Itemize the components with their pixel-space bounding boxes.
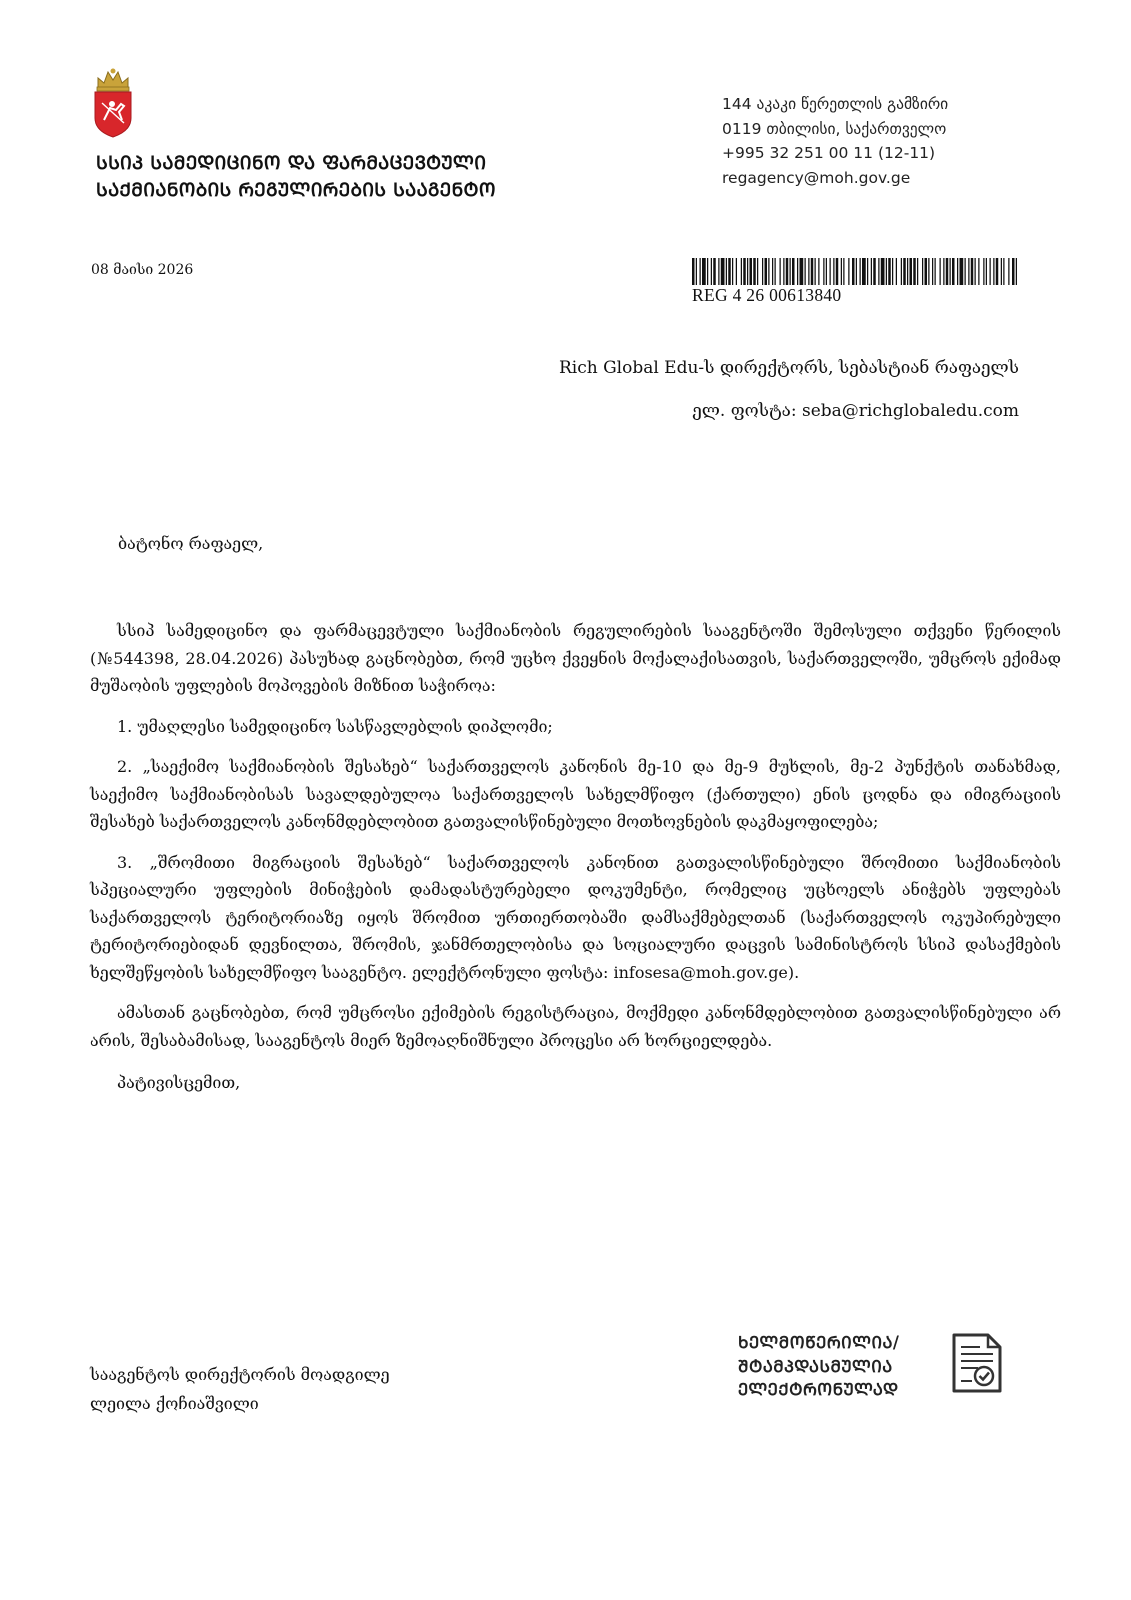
barcode-bar <box>780 258 781 285</box>
list-item: 1. უმაღლესი სამედიცინო სასწავლებლის დიპლომი; <box>117 716 553 736</box>
barcode-bar <box>925 258 928 285</box>
barcode-bar <box>986 258 987 285</box>
barcode-bar <box>862 258 866 285</box>
barcode-bar <box>983 258 984 285</box>
barcode-bar <box>811 258 814 285</box>
letter-body <box>90 617 1061 1110</box>
barcode-bar <box>747 258 748 285</box>
barcode-bar <box>901 258 902 285</box>
barcode-bar <box>775 258 776 285</box>
barcode-bar <box>907 258 908 285</box>
barcode-bar <box>732 258 733 285</box>
stamp-line: ᲨᲢᲐᲛᲞᲓᲐᲡᲛᲣᲚᲘᲐ <box>738 1356 893 1376</box>
barcode-bar <box>707 258 708 285</box>
barcode-bar <box>728 258 731 285</box>
barcode-bar <box>940 258 941 285</box>
barcode-bar <box>1016 258 1017 285</box>
barcode-bar <box>808 258 809 285</box>
agency-name <box>96 150 656 204</box>
barcode-bar <box>978 258 979 285</box>
barcode-bar <box>718 258 719 285</box>
barcode-bar <box>952 258 955 285</box>
barcode-bar <box>903 258 906 285</box>
barcode-bar <box>946 258 949 285</box>
barcode-bar <box>957 258 958 285</box>
barcode-bar <box>830 258 831 285</box>
barcode-bar <box>833 258 834 285</box>
barcode-bar <box>968 258 969 285</box>
barcode-bar <box>888 258 891 285</box>
barcode-bar <box>736 258 737 285</box>
barcode-bar <box>867 258 868 285</box>
list-item: 2. „საექიმო საქმიანობის შესახებ“ საქართველოს კანონის მე-10 და მე-9 მუხლის, მე-2 პუნქტის თანახმად, საექიმო საქმიანობისას სავალდებულოა საქართველოს სახელმწიფო (ქართული) ენის ცოდნა და იმიგრაციის შესახებ საქართველოს კანონმდებლობით გათვალისწინებული მოთხოვნების დაკმაყოფილება; <box>90 757 1061 831</box>
barcode-bar <box>762 258 763 285</box>
agency-name-line1: ᲡᲡᲘᲞ ᲡᲐᲛᲔᲓᲘᲪᲘᲜᲝ ᲓᲐ ᲤᲐᲠᲛᲐᲪᲔᲕᲢᲣᲚᲘ <box>96 153 487 174</box>
document-date: 08 მაისი 2026 <box>91 262 194 278</box>
registration-number: REG 4 26 00613840 <box>692 285 842 305</box>
barcode-bar <box>792 258 795 285</box>
barcode-bar <box>892 258 893 285</box>
barcode-bar <box>692 258 695 285</box>
barcode-bar <box>757 258 758 285</box>
stamp-line: ᲮᲔᲚᲛᲝᲬᲔᲠᲘᲚᲘᲐ/ <box>738 1333 900 1352</box>
contact-phone: +995 32 251 00 11 (12-11) <box>722 144 936 162</box>
barcode-bar <box>823 258 824 285</box>
barcode-bar <box>993 258 994 285</box>
barcode-bar <box>917 258 918 285</box>
signatory-name: ლეილა ქოჩიაშვილი <box>90 1394 259 1413</box>
contact-city: 0119 თბილისი, საქართველო <box>722 119 947 138</box>
barcode-bar <box>1008 258 1009 285</box>
barcode-bar <box>881 258 885 285</box>
barcode-bar <box>896 258 897 285</box>
contact-email: regagency@moh.gov.ge <box>722 168 911 187</box>
barcode-bar <box>1012 258 1015 285</box>
barcode-bar <box>818 258 819 285</box>
contact-block <box>722 92 1042 190</box>
barcode-bar <box>797 258 798 285</box>
e-signature-stamp <box>738 1331 899 1402</box>
salutation: ბატონო რაფაელ, <box>118 534 264 553</box>
note-paragraph: ამასთან გაცნობებთ, რომ უმცროსი ექიმების რეგისტრაცია, მოქმედი კანონმდებლობით გათვალისწინებული არ არის, შესაბამისად, სააგენტოს მიერ ზემოაღნიშნული პროცესი არ ხორციელდება. <box>90 1003 1061 1050</box>
barcode-bar <box>910 258 913 285</box>
barcode-bar <box>913 258 916 285</box>
stamp-line: ᲔᲚᲔᲥᲢᲠᲝᲜᲣᲚᲐᲓ <box>738 1380 899 1399</box>
barcode-bar <box>922 258 923 285</box>
barcode-bar <box>711 258 712 285</box>
agency-name-line2: ᲡᲐᲥᲛᲘᲐᲜᲝᲑᲘᲡ ᲠᲔᲒᲣᲚᲘᲠᲔᲑᲘᲡ ᲡᲐᲐᲒᲔᲜᲢᲝ <box>96 180 496 201</box>
barcode-bar <box>815 258 816 285</box>
barcode-bar <box>960 258 964 285</box>
barcode-bar <box>783 258 784 285</box>
barcode-bar <box>696 258 697 285</box>
barcode-bar <box>843 258 844 285</box>
barcode-bar <box>935 258 936 285</box>
barcode-bar <box>790 258 791 285</box>
barcode-bar <box>753 258 756 285</box>
barcode-bar <box>975 258 976 285</box>
barcode-bar <box>943 258 944 285</box>
barcode-bar <box>1001 258 1002 285</box>
coat-of-arms-icon <box>90 68 136 138</box>
closing: პატივისცემით, <box>117 1073 241 1092</box>
contact-address: 144 აკაკი წერეთლის გამზირი <box>722 95 949 113</box>
barcode-bar <box>743 258 746 285</box>
barcode-bar <box>786 258 789 285</box>
barcode-bar <box>852 258 855 285</box>
barcode-bar <box>996 258 999 285</box>
recipient-line: Rich Global Edu-ს დირექტორს, სებასტიან რაფაელს <box>558 358 1019 378</box>
barcode-bar <box>750 258 753 285</box>
barcode-bar <box>768 258 769 285</box>
barcode-bar <box>713 258 716 285</box>
barcode-bar <box>950 258 951 285</box>
barcode-bar <box>990 258 991 285</box>
barcode-bar <box>700 258 701 285</box>
list-item: 3. „შრომითი მიგრაციის შესახებ“ საქართველოს კანონით გათვალისწინებული შრომითი საქმიანობის სპეციალური უფლების მინიჭების დამადასტურებელი დოკუმენტი, რომელიც უცხოელს ანიჭებს უფლებას საქართველოს ტერიტორიაზე იყოს შრომით ურთიერთობაში დამსაქმებელთან (საქართველოს ოკუპირებული ტერიტორიებიდან დევნილთა, შრომის, ჯანმრთელობისა და სოციალური დაცვის სამინისტროს სსიპ დასაქმების ხელშეწყობის სახელმწიფო სააგენტო. ელექტრონული ფოსტა: infosesa@moh.gov.ge). <box>90 852 1061 982</box>
barcode-bar <box>878 258 879 285</box>
barcode-bar <box>800 258 804 285</box>
barcode-bar <box>971 258 974 285</box>
barcode-bar <box>721 258 725 285</box>
barcode-bar <box>741 258 742 285</box>
barcode-bar <box>726 258 727 285</box>
signatory-title: სააგენტოს დირექტორის მოადგილე <box>90 1365 390 1384</box>
barcode-bar <box>1003 258 1004 285</box>
barcode-bar <box>841 258 842 285</box>
barcode-bar <box>873 258 876 285</box>
barcode-bar <box>702 258 706 285</box>
signed-document-icon <box>950 1331 1004 1395</box>
intro-paragraph: სსიპ სამედიცინო და ფარმაცევტული საქმიანობის რეგულირების სააგენტოში შემოსული თქვენი წერილის (№544398, 28.04.2026) პასუხად გაცნობებთ, რომ უცხო ქვეყნის მოქალაქისათვის, საქართველოში, უმცროს ექიმად მუშაობის უფლების მოპოვების მიზნით საჭიროა: <box>90 621 1061 695</box>
barcode-bar <box>765 258 768 285</box>
barcode-bar <box>836 258 839 285</box>
barcode-bar <box>928 258 929 285</box>
recipient-email: ელ. ფოსტა: seba@richglobaledu.com <box>692 401 1019 421</box>
barcode-bar <box>848 258 849 285</box>
barcode-bar <box>805 258 806 285</box>
barcode-bar <box>772 258 773 285</box>
barcode <box>692 258 1019 285</box>
barcode-bar <box>932 258 933 285</box>
barcode-bar <box>886 258 887 285</box>
barcode-bar <box>871 258 872 285</box>
barcode-bar <box>860 258 861 285</box>
barcode-bar <box>826 258 827 285</box>
barcode-bar <box>856 258 857 285</box>
barcode-bar <box>965 258 966 285</box>
